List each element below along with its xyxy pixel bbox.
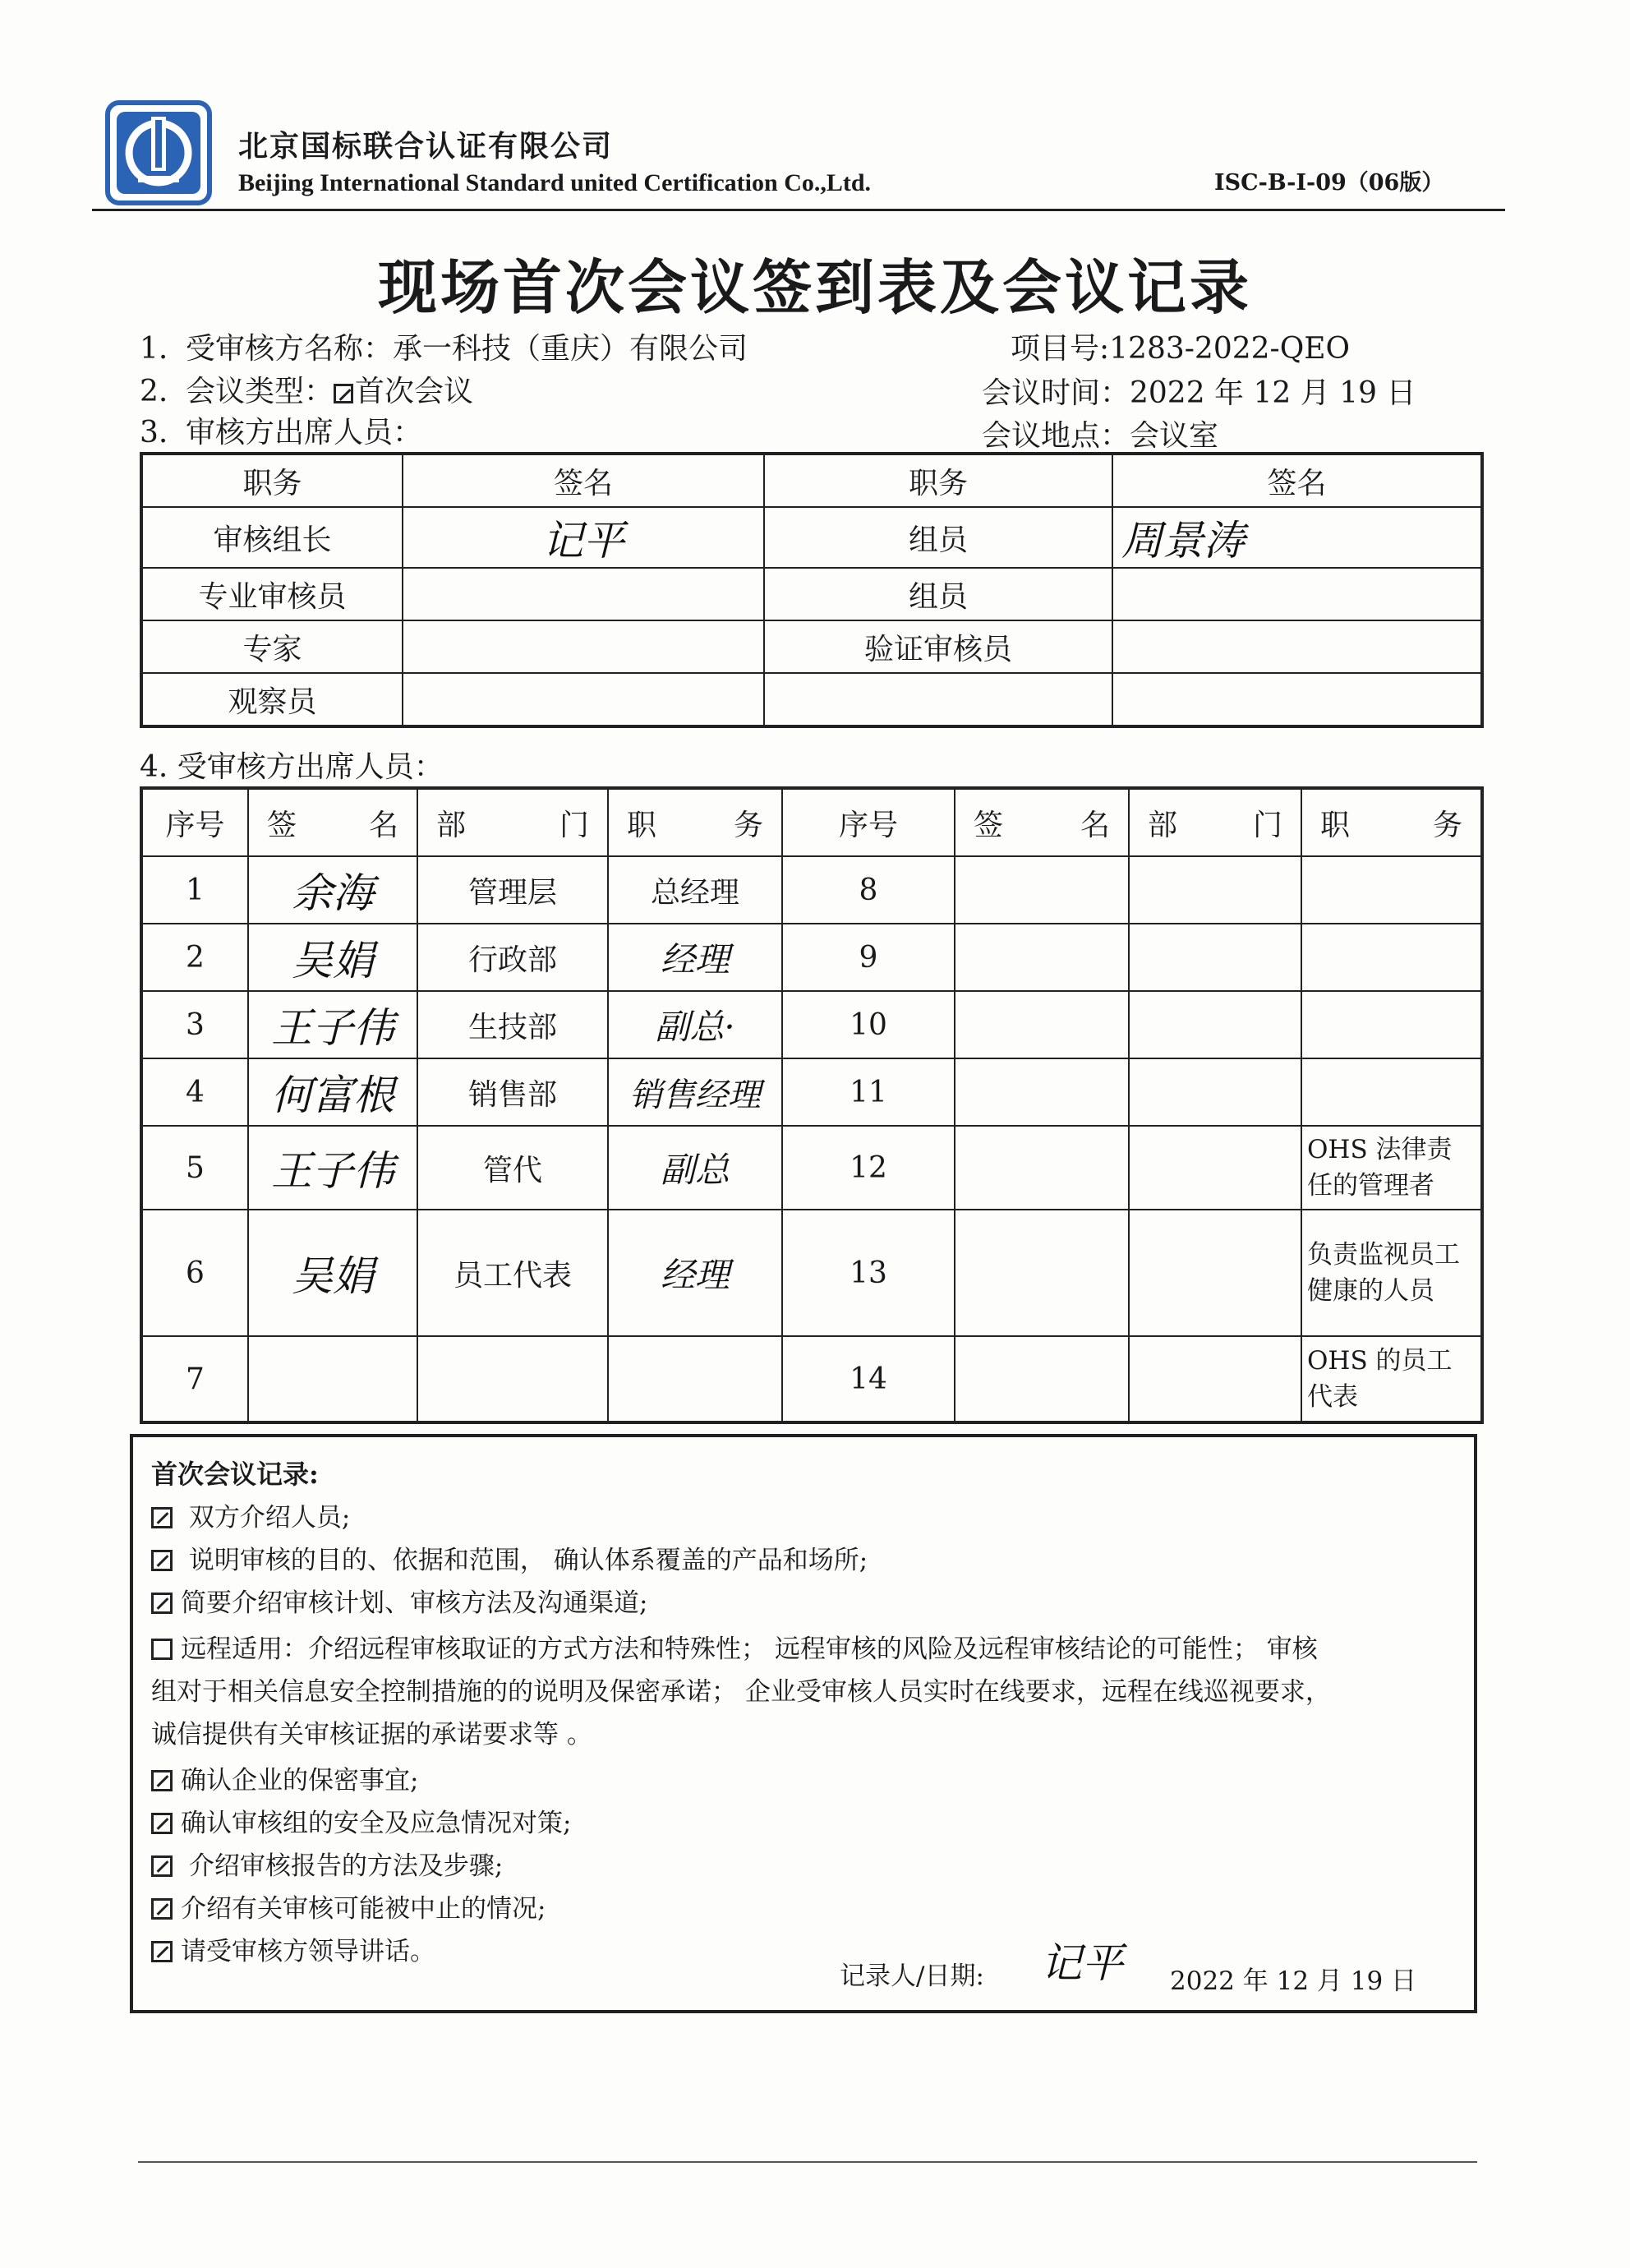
form-code: ISC-B-I-09（06版） (1214, 170, 1444, 196)
signature-cell (403, 620, 764, 673)
handwritten-signature: 周景涛 (1121, 517, 1245, 565)
department-cell (1129, 1210, 1301, 1336)
role-cell: 专家 (141, 620, 403, 673)
minutes-item-continuation: 诚信提供有关审核证据的承诺要求等 。 (151, 1720, 592, 1749)
signature-cell (248, 1210, 417, 1336)
header-department: 部 门 (417, 788, 608, 856)
department-cell: 行政部 (417, 924, 608, 991)
header-signature: 签名 (403, 454, 764, 507)
header-position: 职 务 (1301, 788, 1482, 856)
seq-cell: 3 (141, 991, 248, 1058)
checkbox-checked-icon (334, 384, 353, 403)
header-signature: 签名 (1112, 454, 1482, 507)
signature-cell (1112, 568, 1482, 620)
checkbox-unchecked-icon (151, 1639, 173, 1660)
handwritten-signature: 何富根 (271, 1072, 394, 1119)
note-cell (1301, 924, 1482, 991)
signature-cell (955, 1210, 1129, 1336)
position-cell: 总经理 (608, 856, 782, 924)
role-cell (764, 673, 1112, 726)
minutes-item: 介绍审核报告的方法及步骤; (151, 1845, 503, 1882)
signature-cell (248, 991, 417, 1058)
seq-cell: 13 (782, 1210, 955, 1336)
handwritten-signature: 吴娟 (292, 1252, 374, 1300)
handwritten-position: 副总· (655, 1007, 735, 1047)
header-signature: 签 名 (248, 788, 417, 856)
minutes-title: 首次会议记录: (151, 1459, 319, 1490)
auditee-attendance-table (140, 786, 1484, 1424)
note-cell: OHS 法律责任的管理者 (1301, 1126, 1482, 1210)
meeting-time: 会议时间：2022 年 12 月 19 日 (982, 376, 1416, 410)
department-cell: 管代 (417, 1126, 608, 1210)
role-cell: 组员 (764, 507, 1112, 568)
note-cell (1301, 1058, 1482, 1126)
department-cell: 员工代表 (417, 1210, 608, 1336)
note-cell: OHS 的员工代表 (1301, 1336, 1482, 1422)
role-cell: 组员 (764, 568, 1112, 620)
meeting-minutes-box (130, 1434, 1477, 2013)
checkbox-checked-icon (151, 1770, 173, 1791)
checkbox-checked-icon (151, 1593, 173, 1614)
item-number: 2. (140, 375, 168, 408)
auditee-name-line (140, 325, 748, 367)
item-number: 3. (140, 416, 168, 449)
minutes-item: 远程适用：介绍远程审核取证的方式方法和特殊性； 远程审核的风险及远程审核结论的可能性； 审核 (151, 1628, 1318, 1665)
header-seq: 序号 (782, 788, 955, 856)
checkbox-checked-icon (151, 1813, 173, 1834)
position-cell (608, 1336, 782, 1422)
table-row (141, 991, 1482, 1058)
meeting-type-line (140, 368, 473, 410)
table-row (141, 673, 1482, 726)
seq-cell: 5 (141, 1126, 248, 1210)
note-cell (1301, 991, 1482, 1058)
table-row (141, 1210, 1482, 1336)
checkbox-checked-icon (151, 1550, 173, 1571)
minutes-item: 介绍有关审核可能被中止的情况; (151, 1888, 546, 1925)
minutes-item-continuation: 组对于相关信息安全控制措施的的说明及保密承诺； 企业受审核人员实时在线要求，远程在线巡视要求， (151, 1677, 1331, 1707)
handwritten-signature: 吴娟 (292, 937, 374, 984)
header-seq: 序号 (141, 788, 248, 856)
signature-cell (955, 1058, 1129, 1126)
department-cell (1129, 1126, 1301, 1210)
minutes-item: 双方介绍人员; (151, 1496, 350, 1533)
table-header-row (141, 788, 1482, 856)
header-position: 职 务 (608, 788, 782, 856)
role-cell: 审核组长 (141, 507, 403, 568)
signature-cell (248, 924, 417, 991)
minutes-item: 说明审核的目的、依据和范围， 确认体系覆盖的产品和场所; (151, 1539, 868, 1576)
handwritten-position: 副总 (660, 1150, 730, 1190)
seq-cell: 4 (141, 1058, 248, 1126)
handwritten-signature: 王子伟 (271, 1004, 394, 1052)
handwritten-position: 经理 (660, 939, 730, 980)
meeting-type-label: 会议类型： (186, 375, 334, 408)
role-cell: 观察员 (141, 673, 403, 726)
item-number: 1. (140, 332, 168, 366)
table-row (141, 507, 1482, 568)
meeting-type-value: 首次会议 (355, 375, 474, 408)
auditor-attendees-label: 审核方出席人员： (186, 416, 423, 449)
recorder-label: 记录人/日期: (840, 1961, 984, 1991)
seq-cell: 2 (141, 924, 248, 991)
checkbox-checked-icon (151, 1898, 173, 1920)
seq-cell: 6 (141, 1210, 248, 1336)
signature-cell (955, 856, 1129, 924)
header-signature: 签 名 (955, 788, 1129, 856)
table-row (141, 1126, 1482, 1210)
position-cell (608, 991, 782, 1058)
department-cell: 销售部 (417, 1058, 608, 1126)
minutes-item: 简要介绍审核计划、审核方法及沟通渠道; (151, 1582, 647, 1619)
department-cell (1129, 856, 1301, 924)
department-cell (1129, 991, 1301, 1058)
minutes-item: 请受审核方领导讲话。 (151, 1930, 435, 1967)
auditor-attendees-line (140, 409, 422, 451)
seq-cell: 12 (782, 1126, 955, 1210)
auditor-attendance-table (140, 452, 1484, 728)
department-cell (1129, 1058, 1301, 1126)
department-cell (1129, 1336, 1301, 1422)
company-name-en: Beijing International Standard united Certification Co.,Ltd. (238, 169, 872, 196)
signature-cell (248, 1058, 417, 1126)
seq-cell: 14 (782, 1336, 955, 1422)
header-divider (92, 209, 1505, 211)
signature-cell (955, 924, 1129, 991)
handwritten-signature: 记平 (542, 517, 624, 565)
auditee-attendees-label: 4. 受审核方出席人员： (140, 750, 444, 784)
signature-cell (955, 1126, 1129, 1210)
position-cell (608, 1210, 782, 1336)
note-cell: 负责监视员工健康的人员 (1301, 1210, 1482, 1336)
handwritten-position: 销售经理 (629, 1076, 761, 1114)
handwritten-position: 经理 (660, 1255, 730, 1295)
checkbox-checked-icon (151, 1855, 173, 1877)
checkbox-checked-icon (151, 1941, 173, 1962)
signature-cell (248, 856, 417, 924)
department-cell (1129, 924, 1301, 991)
header-position: 职务 (764, 454, 1112, 507)
signature-cell (403, 673, 764, 726)
recorder-signature: 记平 (1041, 1939, 1123, 1987)
department-cell: 生技部 (417, 991, 608, 1058)
header-position: 职务 (141, 454, 403, 507)
seq-cell: 1 (141, 856, 248, 924)
signature-cell (1112, 620, 1482, 673)
auditee-name: 受审核方名称：承一科技（重庆）有限公司 (186, 332, 748, 366)
record-date: 2022 年 12 月 19 日 (1170, 1966, 1417, 1996)
signature-cell (248, 1336, 417, 1422)
seq-cell: 11 (782, 1058, 955, 1126)
seq-cell: 8 (782, 856, 955, 924)
signature-cell (1112, 673, 1482, 726)
seq-cell: 9 (782, 924, 955, 991)
department-cell (417, 1336, 608, 1422)
document-title: 现场首次会议签到表及会议记录 (377, 252, 1252, 322)
position-cell (608, 1058, 782, 1126)
note-cell (1301, 856, 1482, 924)
meeting-place: 会议地点：会议室 (982, 419, 1219, 453)
position-cell (608, 1126, 782, 1210)
isc-logo-icon (105, 100, 212, 205)
signature-cell (403, 507, 764, 568)
minutes-item: 确认企业的保密事宜; (151, 1759, 418, 1796)
handwritten-signature: 王子伟 (271, 1147, 394, 1195)
table-row (141, 856, 1482, 924)
table-row (141, 1058, 1482, 1126)
signature-cell (955, 991, 1129, 1058)
signature-cell (955, 1336, 1129, 1422)
signature-cell (1112, 507, 1482, 568)
header-department: 部 门 (1129, 788, 1301, 856)
table-row (141, 620, 1482, 673)
footer-divider (138, 2161, 1477, 2163)
company-name-cn: 北京国标联合认证有限公司 (238, 129, 614, 164)
project-number: 项目号:1283-2022-QEO (1011, 332, 1350, 366)
handwritten-signature: 余海 (292, 869, 374, 917)
table-row (141, 1336, 1482, 1422)
seq-cell: 7 (141, 1336, 248, 1422)
seq-cell: 10 (782, 991, 955, 1058)
role-cell: 专业审核员 (141, 568, 403, 620)
signature-cell (403, 568, 764, 620)
department-cell: 管理层 (417, 856, 608, 924)
table-row (141, 924, 1482, 991)
checkbox-checked-icon (151, 1507, 173, 1528)
signature-cell (248, 1126, 417, 1210)
position-cell (608, 924, 782, 991)
minutes-item: 确认审核组的安全及应急情况对策; (151, 1802, 571, 1839)
table-header-row (141, 454, 1482, 507)
table-row (141, 568, 1482, 620)
role-cell: 验证审核员 (764, 620, 1112, 673)
